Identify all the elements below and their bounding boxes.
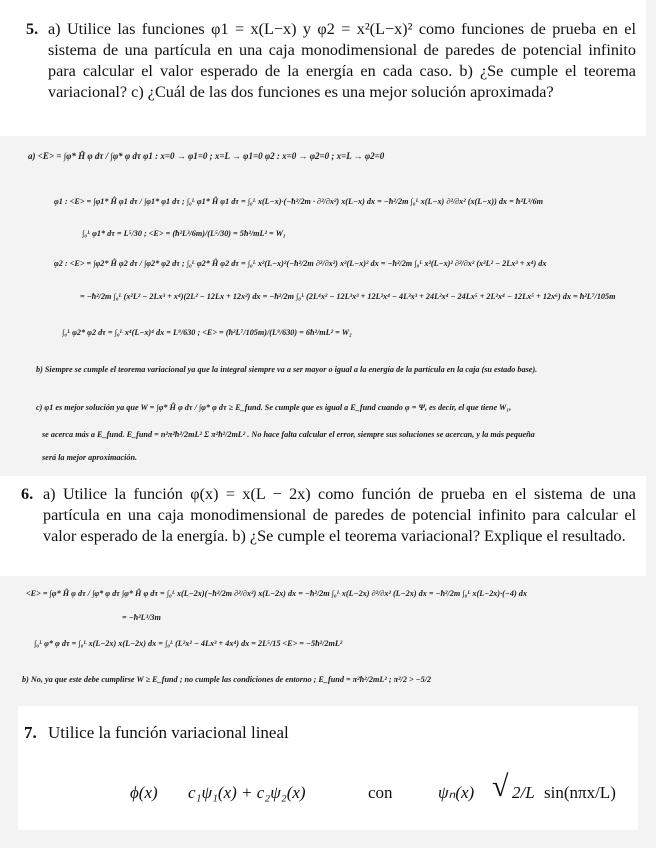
eq-sqrt-arg: 2/L [512, 783, 535, 802]
problem-5-number: 5. [26, 20, 39, 38]
note-5-line: b) Siempre se cumple el teorema variacional ya que la integral siempre va a ser mayor o igual a la energía de la partícula en la caja (su estado base). [36, 365, 538, 374]
note-5-line: φ2 : <E> = ∫φ2* Ĥ φ2 dτ / ∫φ2* φ2 dτ ; ∫₀ᴸ φ2* Ĥ φ2 dτ = ∫₀ᴸ x²(L−x)²(−ħ²/2m ∂²/∂x²) x²(L−x)² dx = −ħ²/2m ∫₀ᴸ x²(L−x)² ∂²/∂x² (x²L² − 2Lx³ + x⁴) dx [54, 259, 547, 268]
eq-lhs: ϕ(x) [130, 783, 158, 802]
problem-6-text: a) Utilice la función φ(x) = x(L − 2x) como función de prueba en el sistema de una partícula en una caja monodimensional de paredes de potencial infinito para calcular el valor esperado de la energía. b) ¿Se cumple el teorema variacional? Explique el resultado. [43, 485, 636, 545]
note-6-line: <E> = ∫φ* Ĥ φ dτ / ∫φ* φ dτ ∫φ* Ĥ φ dτ = ∫₀ᴸ x(L−2x)(−ħ²/2m ∂²/∂x²) x(L−2x) dx = −ħ²/2m ∫₀ᴸ x(L−2x) ∂²/∂x² (L−2x) dx = −ħ²/2m ∫₀ᴸ x(L−2x)·(−4) dx [26, 589, 527, 598]
problem-5 [26, 19, 636, 103]
problem-5-text: a) Utilice las funciones φ1 = x(L−x) y φ2 = x²(L−x)² como funciones de prueba en el sistema de una partícula en una caja monodimensional de paredes de potencial infinito para calcular el valor esperado de la energía en cada caso. b) ¿Se cumple el teorema variacional? c) ¿Cuál de las dos funciones es una mejor solución aproximada? [48, 20, 636, 101]
note-5-line: φ1 : <E> = ∫φ1* Ĥ φ1 dτ / ∫φ1* φ1 dτ ; ∫₀ᴸ φ1* Ĥ φ1 dτ = ∫₀ᴸ x(L−x)·(−ħ²/2m · ∂²/∂x²) x(L−x) dx = −ħ²/2m ∫₀ᴸ x(L−x) ∂²/∂x² (x(L−x)) dx = ħ²L³/6m [54, 197, 543, 206]
problem-7-number: 7. [24, 723, 37, 742]
note-6-line: ∫₀ᴸ φ* φ dτ = ∫₀ᴸ x(L−2x) x(L−2x) dx = ∫₀ᴸ (L²x² − 4Lx³ + 4x⁴) dx = 2L⁵/15 <E> = −5ħ²/2mL² [34, 639, 343, 648]
note-5-line: se acerca más a E_fund. E_fund = n²π²ħ²/2mL² Σ π²ħ²/2mL² . No hace falta calcular el error, siempre sus soluciones se acercan, y la más pequeña [42, 430, 535, 439]
problem-7 [24, 722, 624, 743]
eq-con: con [368, 783, 393, 802]
note-6-line: b) No, ya que este debe cumplirse W ≥ E_fund ; no cumple las condiciones de entorno ; E_fund = π²ħ²/2mL² ; π²/2 > −5/2 [22, 675, 432, 684]
note-5-line: ∫₀ᴸ φ2* φ2 dτ = ∫₀ᴸ x⁴(L−x)⁴ dx = L⁹/630 ; <E> = (ħ²L⁷/105m)/(L⁹/630) = 6ħ²/mL² = W₂ [62, 328, 352, 337]
note-5-line: = −ħ²/2m ∫₀ᴸ (x²L² − 2Lx³ + x⁴)(2L² − 12Lx + 12x²) dx = −ħ²/2m ∫₀ᴸ (2L⁴x² − 12L³x³ + 12L²x⁴ − 4L³x³ + 24L²x⁴ − 24Lx⁵ + 2L²x⁴ − 12Lx⁵ + 12x⁶) dx = ħ²L⁷/105m [80, 292, 616, 301]
problem-6-number: 6. [21, 485, 34, 503]
sqrt-icon: √ [492, 770, 509, 803]
eq-rhs: c₁ψ₁(x) + c₂ψ₂(x) [188, 783, 306, 802]
note-5-line: será la mejor aproximación. [42, 453, 138, 462]
eq-psi: ψₙ(x) [438, 783, 475, 802]
note-6-line: = −ħ²L³/3m [122, 613, 161, 622]
note-5-line: ∫₀ᴸ φ1* dτ = L⁵/30 ; <E> = (ħ²L³/6m)/(L⁵/30) = 5ħ²/mL² = W₁ [82, 229, 286, 238]
note-5-line: c) φ1 es mejor solución ya que W = ∫φ* Ĥ φ dτ / ∫φ* φ dτ ≥ E_fund. Se cumple que es igual a E_fund cuando φ = Ψ, es decir, el que tiene W₁, [36, 403, 512, 412]
problem-6 [21, 484, 636, 547]
problem-7-text: Utilice la función variacional lineal [48, 723, 289, 742]
note-5-line: a) <E> = ∫φ* Ĥ φ dτ / ∫φ* φ dτ φ1 : x=0 → φ1=0 ; x=L → φ1=0 φ2 : x=0 → φ2=0 ; x=L → φ2=0 [28, 151, 385, 161]
eq-sin: sin(nπx/L) [544, 783, 616, 802]
